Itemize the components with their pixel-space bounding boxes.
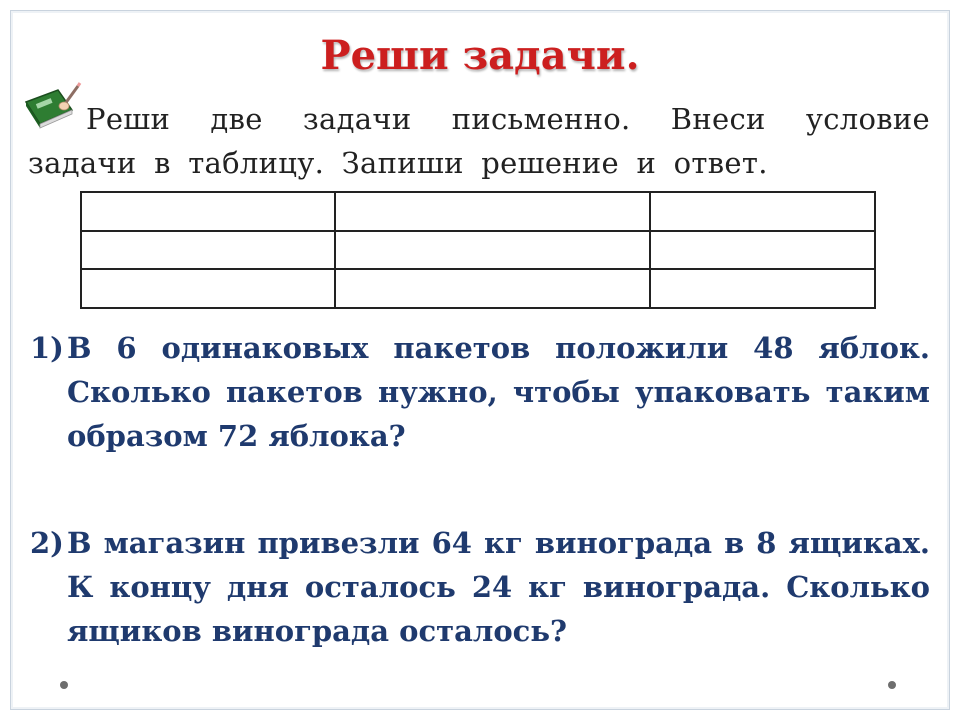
table-cell (650, 269, 875, 308)
table-cell (335, 231, 650, 270)
slide-title: Реши задачи. (320, 32, 640, 79)
table-cell (335, 192, 650, 231)
table-cell (81, 192, 335, 231)
decorative-dot-right (888, 681, 896, 689)
table-cell (650, 192, 875, 231)
task-text: В 6 одинаковых пакетов положили 48 яблок. Сколько пакетов нужно, чтобы упаковать таким образом 72 яблока? (67, 331, 930, 453)
task-2 (30, 521, 930, 653)
table-row (81, 192, 875, 231)
table-row (81, 231, 875, 270)
table-cell (335, 269, 650, 308)
task-number: 1) (30, 331, 64, 365)
table-row (81, 269, 875, 308)
decorative-dot-left (60, 681, 68, 689)
instruction-text: Реши две задачи письменно. Внеси условие задачи в таблицу. Запиши решение и ответ. (28, 102, 930, 180)
task-number: 2) (30, 526, 64, 560)
table-cell (81, 231, 335, 270)
condition-table (80, 191, 876, 309)
table-cell (650, 231, 875, 270)
task-1 (30, 326, 930, 458)
task-text: В магазин привезли 64 кг винограда в 8 ящиках. К концу дня осталось 24 кг винограда. Сколько ящиков винограда осталось? (67, 526, 930, 648)
table-cell (81, 269, 335, 308)
